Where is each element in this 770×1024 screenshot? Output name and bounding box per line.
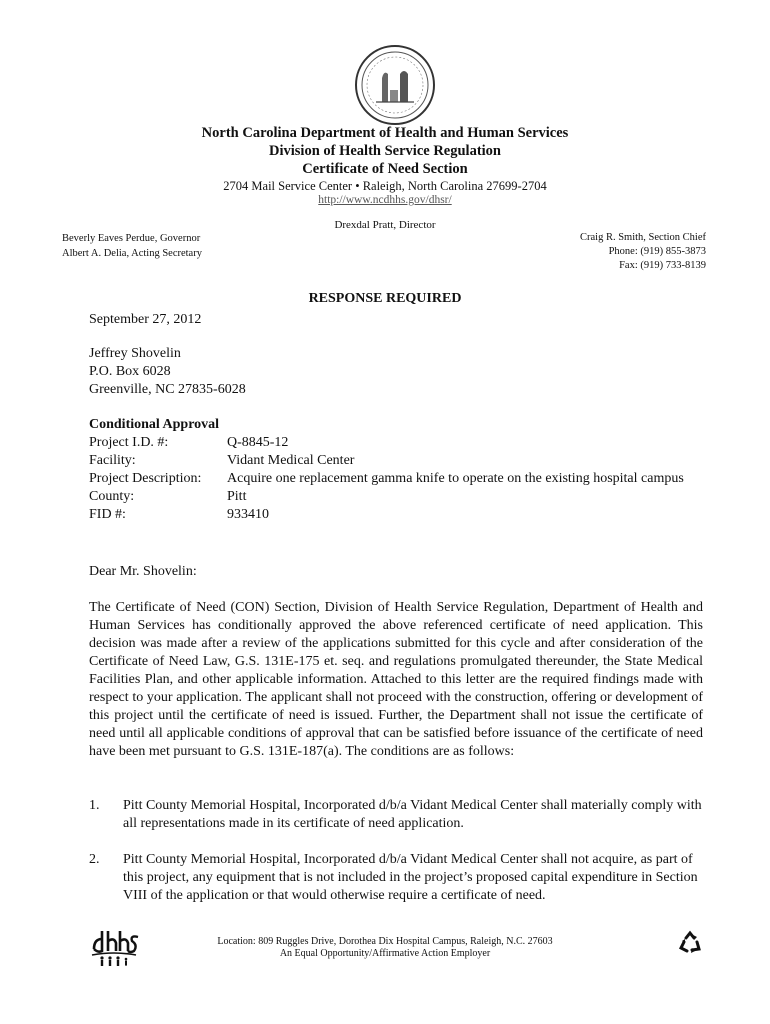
response-required-heading: RESPONSE REQUIRED (308, 291, 462, 306)
fax-line: Fax: (919) 733-8139 (619, 260, 706, 271)
condition-text: Pitt County Memorial Hospital, Incorporated d/b/a Vidant Medical Center shall not acquire, as part of this project, any equipment that is not included in the project’s proposed capital expenditure in Section VIII of the application or that would otherwise require a certificate of need. (123, 852, 698, 903)
letter-date: September 27, 2012 (89, 312, 202, 327)
description-value: Acquire one replacement gamma knife to operate on the existing hospital campus (227, 471, 684, 486)
county-value: Pitt (227, 489, 247, 504)
fid-value: 933410 (227, 507, 269, 522)
governor-line: Beverly Eaves Perdue, Governor (62, 233, 201, 244)
phone-line: Phone: (919) 855-3873 (608, 246, 706, 257)
condition-number: 2. (89, 852, 100, 867)
condition-text: Pitt County Memorial Hospital, Incorporated d/b/a Vidant Medical Center shall materially comply with all representations made in its certificate of need application. (123, 798, 702, 831)
condition-item (89, 851, 703, 905)
county-label: County: (89, 489, 135, 504)
website-link[interactable]: http://www.ncdhhs.gov/dhsr/ (318, 194, 452, 206)
recipient-po-box: P.O. Box 6028 (89, 364, 171, 379)
footer-location: Location: 809 Ruggles Drive, Dorothea Dix Hospital Campus, Raleigh, N.C. 27603 (217, 936, 553, 947)
recycle-icon (676, 929, 704, 957)
mail-address: 2704 Mail Service Center • Raleigh, North Carolina 27699-2704 (223, 179, 547, 193)
condition-item (89, 797, 703, 833)
section-name: Certificate of Need Section (302, 161, 468, 177)
facility-label: Facility: (89, 453, 136, 468)
project-row (89, 506, 703, 524)
project-row (89, 470, 703, 488)
description-label: Project Description: (89, 471, 202, 486)
body-paragraph: The Certificate of Need (CON) Section, Division of Health Service Regulation, Department of Health and Human Services has conditionally approved the above referenced certificate of need application. This decision was made after a review of the applications submitted for this cycle and after consideration of the Certificate of Need Law, G.S. 131E-175 et. seq. and regulations promulgated thereunder, the State Medical Facilities Plan, and other applicable information. Attached to this letter are the required findings made with respect to your application. The applicant shall not proceed with the construction, offering or development of this project until the certificate of need is issued. Further, the Department shall not issue the certificate of need until all applicable conditions of approval that can be satisfied before issuance of the certificate of need have been met pursuant to G.S. 131E-187(a). The conditions are as follows: (89, 600, 703, 759)
footer-eeo: An Equal Opportunity/Affirmative Action Employer (279, 948, 491, 959)
division-name: Division of Health Service Regulation (269, 143, 501, 159)
recipient-name: Jeffrey Shovelin (89, 346, 181, 361)
page-footer (0, 936, 770, 960)
secretary-line: Albert A. Delia, Acting Secretary (62, 248, 202, 259)
project-row (89, 452, 703, 470)
recipient-city: Greenville, NC 27835-6028 (89, 382, 246, 397)
officials-left (62, 231, 202, 261)
project-block (89, 416, 703, 524)
section-chief-line: Craig R. Smith, Section Chief (580, 232, 706, 243)
officials-right (580, 231, 706, 273)
state-seal-icon (354, 44, 436, 126)
fid-label: FID #: (89, 507, 126, 522)
project-heading: Conditional Approval (89, 417, 220, 432)
condition-number: 1. (89, 798, 100, 813)
project-id-label: Project I.D. #: (89, 435, 169, 450)
project-id-value: Q-8845-12 (227, 435, 289, 450)
recipient-address (89, 345, 703, 399)
org-name: North Carolina Department of Health and Human Services (201, 125, 569, 141)
project-row (89, 434, 703, 452)
facility-value: Vidant Medical Center (227, 453, 355, 468)
project-row (89, 488, 703, 506)
salutation: Dear Mr. Shovelin: (89, 564, 197, 579)
director-line: Drexdal Pratt, Director (334, 219, 436, 231)
